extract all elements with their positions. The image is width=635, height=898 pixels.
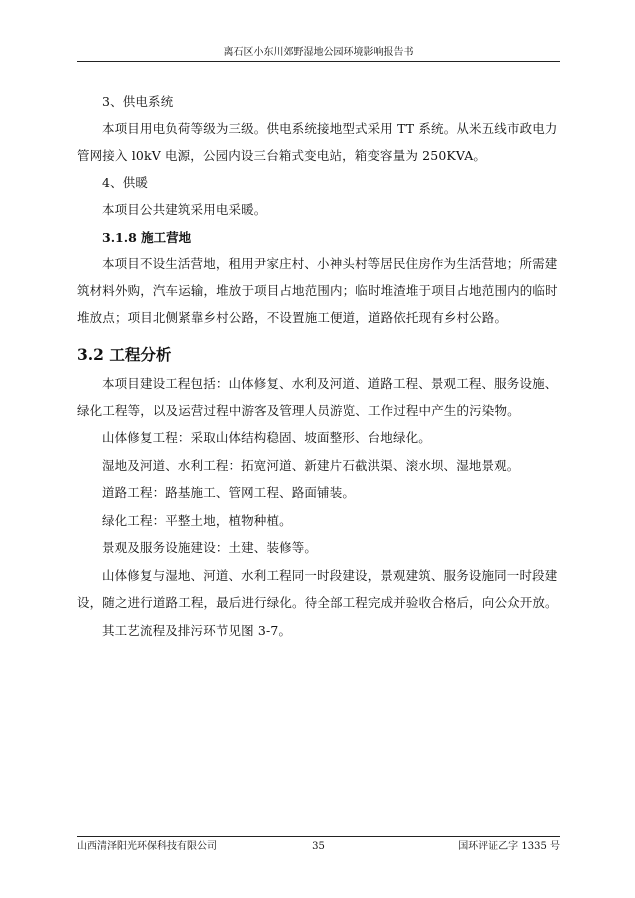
power-paragraph: 本项目用电负荷等级为三级。供电系统接地型式采用 TT 系统。从米五线市政电力管网接入 l0kV 电源，公园内设三台箱式变电站，箱变容量为 250KVA。 xyxy=(77,121,558,163)
mountain-repair-line: 山体修复工程：采取山体结构稳固、坡面整形、台地绿化。 xyxy=(102,430,431,445)
camp-subheading: 3.1.8 施工营地 xyxy=(102,230,192,245)
footer-certificate: 国环评证乙字 1335 号 xyxy=(458,841,560,852)
analysis-paragraph: 本项目建设工程包括：山体修复、水利及河道、道路工程、景观工程、服务设施、绿化工程等，以及运营过程中游客及管理人员游览、工作过程中产生的污染物。 xyxy=(77,376,558,418)
page-header xyxy=(77,44,560,62)
page-footer xyxy=(77,836,560,855)
camp-paragraph: 本项目不设生活营地，租用尹家庄村、小神头村等居民住房作为生活营地；所需建筑材料外购，汽车运输，堆放于项目占地范围内；临时堆渣堆于项目占地范围内的临时堆放点；项目北侧紧靠乡村公路，不设置施工便道，道路依托现有乡村公路。 xyxy=(77,256,558,325)
schedule-paragraph: 山体修复与湿地、河道、水利工程同一时段建设，景观建筑、服务设施同一时段建设，随之进行道路工程，最后进行绿化。待全部工程完成并验收合格后，向公众开放。 xyxy=(77,568,558,610)
page-number: 35 xyxy=(312,841,325,852)
landscape-works-line: 景观及服务设施建设：土建、装修等。 xyxy=(102,540,318,555)
heating-paragraph: 本项目公共建筑采用电采暖。 xyxy=(102,202,267,217)
power-section-title: 3、供电系统 xyxy=(102,94,174,109)
heating-section-title: 4、供暖 xyxy=(102,175,149,190)
analysis-heading: 3.2 工程分析 xyxy=(77,345,172,364)
header-title: 离石区小东川郊野湿地公园环境影响报告书 xyxy=(223,47,414,58)
process-flow-line: 其工艺流程及排污环节见图 3-7。 xyxy=(102,623,292,638)
wetland-works-line: 湿地及河道、水利工程：拓宽河道、新建片石截洪渠、滚水坝、湿地景观。 xyxy=(102,458,520,473)
footer-company: 山西清泽阳光环保科技有限公司 xyxy=(77,841,217,852)
road-works-line: 道路工程：路基施工、管网工程、路面铺装。 xyxy=(102,485,356,500)
greening-works-line: 绿化工程：平整土地，植物种植。 xyxy=(102,513,292,528)
